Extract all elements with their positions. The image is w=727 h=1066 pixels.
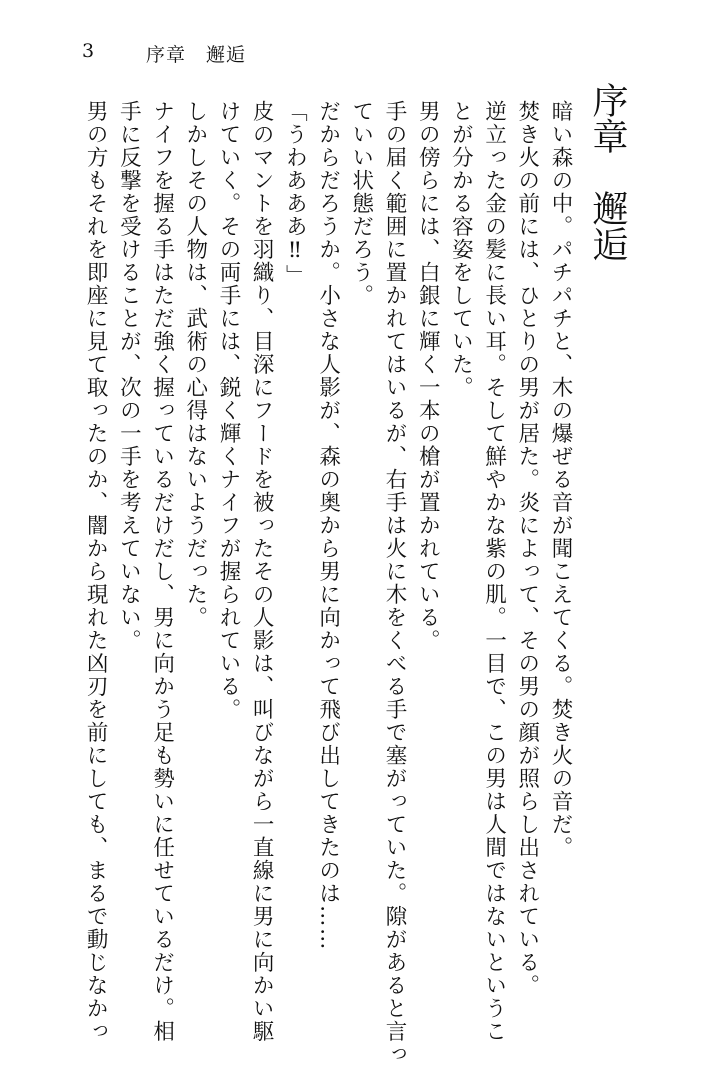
text-line: とが分かる容姿をしていた。 (448, 100, 474, 399)
body-text (79, 100, 577, 1066)
page-header (0, 40, 727, 70)
text-line: だからだろうか。小さな人影が、森の奥から男に向かって飛び出してきたのは…… (315, 100, 341, 951)
text-line: しかしその人物は、武術の心得はないようだった。 (182, 100, 208, 629)
text-line: 男の方もそれを即座に見て取ったのか、闇から現れた凶刃を前にしても、まるで動じなかっ (83, 100, 109, 1043)
text-line: 「うわあああ‼」 (282, 100, 308, 288)
text-line: けていく。その両手には、鋭く輝くナイフが握られている。 (215, 100, 241, 721)
text-line: 手に反撃を受けることが、次の一手を考えていない。 (116, 100, 142, 652)
running-title: 序章 邂逅 (146, 44, 247, 66)
text-line: 手の届く範囲に置かれてはいるが、右手は火に木をくべる手で塞がっていた。隙があると言っ (381, 100, 407, 1066)
page-number: 3 (82, 40, 95, 62)
text-line: 暗い森の中。パチパチと、木の爆ぜる音が聞こえてくる。焚き火の音だ。 (548, 100, 573, 859)
text-line: 焚き火の前には、ひとりの男が居た。炎によって、その男の顔が照らし出されている。 (514, 100, 540, 997)
text-line: ていい状態だろう。 (348, 100, 374, 307)
text-line: 逆立った金の髪に長い耳。そして鮮やかな紫の肌。一目で、この男は人間ではないというこ (481, 100, 507, 1043)
text-line: 男の傍らには、白銀に輝く一本の槍が置かれている。 (415, 100, 441, 652)
text-line: ナイフを握る手はただ強く握っているだけだし、男に向かう足も勢いに任せているだけ。相 (149, 100, 175, 1043)
text-line: 皮のマントを羽織り、目深にフードを被ったその人影は、叫びながら一直線に男に向かい駆 (249, 100, 275, 1043)
chapter-title: 序章 邂逅 (587, 82, 628, 262)
